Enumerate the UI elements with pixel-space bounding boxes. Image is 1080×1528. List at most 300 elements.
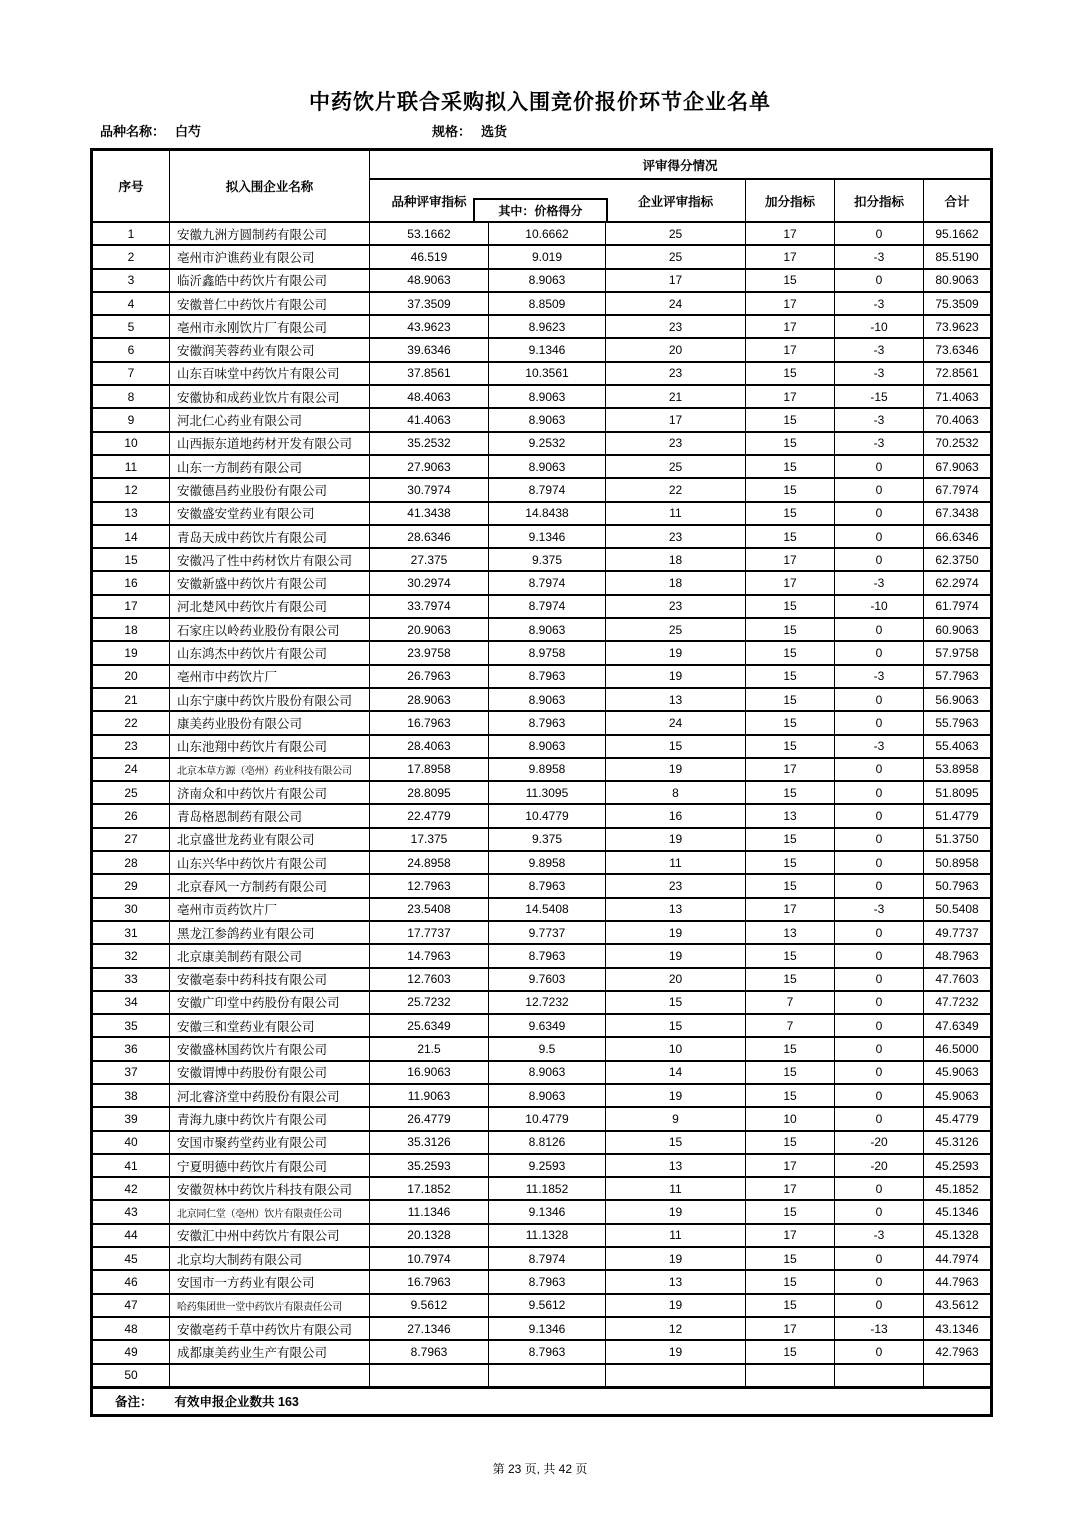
table-row: [92, 688, 992, 711]
cell-price-score: 11.1852: [489, 1177, 606, 1200]
cell-variety-score: 41.3438: [370, 502, 489, 525]
cell-seq: 45: [92, 1247, 170, 1270]
cell-bonus: 15: [746, 1061, 835, 1084]
cell-bonus: 17: [746, 548, 835, 571]
cell-total: 51.3750: [924, 828, 992, 851]
cell-total: 75.3509: [924, 292, 992, 315]
cell-total: 50.7963: [924, 874, 992, 897]
header-total: 合计: [924, 179, 992, 222]
cell-deduction: [835, 1364, 924, 1388]
cell-deduction: 0: [835, 1340, 924, 1363]
cell-company: 北京盛世龙药业有限公司: [170, 828, 370, 851]
cell-bonus: 15: [746, 665, 835, 688]
cell-total: 67.3438: [924, 502, 992, 525]
cell-bonus: 15: [746, 455, 835, 478]
cell-deduction: 0: [835, 618, 924, 641]
cell-bonus: 15: [746, 1340, 835, 1363]
table-row: [92, 362, 992, 385]
cell-deduction: 0: [835, 525, 924, 548]
cell-company: 安徽贺林中药饮片科技有限公司: [170, 1177, 370, 1200]
cell-variety-score: 48.9063: [370, 269, 489, 292]
cell-enterprise-score: 22: [606, 478, 746, 501]
cell-company: 山东池翔中药饮片有限公司: [170, 735, 370, 758]
cell-price-score: 8.7963: [489, 711, 606, 734]
cell-seq: 50: [92, 1364, 170, 1388]
cell-variety-score: 28.4063: [370, 735, 489, 758]
cell-total: 70.2532: [924, 432, 992, 455]
cell-total: 44.7963: [924, 1270, 992, 1293]
cell-seq: 28: [92, 851, 170, 874]
header-score-group: 评审得分情况: [370, 150, 992, 180]
cell-seq: 19: [92, 641, 170, 664]
cell-enterprise-score: 19: [606, 944, 746, 967]
cell-enterprise-score: 15: [606, 991, 746, 1014]
cell-price-score: 8.9063: [489, 618, 606, 641]
cell-enterprise-score: 19: [606, 1340, 746, 1363]
cell-total: 50.5408: [924, 898, 992, 921]
cell-company: 河北楚风中药饮片有限公司: [170, 595, 370, 618]
table-row: [92, 571, 992, 594]
table-row: [92, 525, 992, 548]
cell-deduction: 0: [835, 804, 924, 827]
cell-bonus: 15: [746, 1247, 835, 1270]
cell-seq: 39: [92, 1107, 170, 1130]
cell-price-score: 11.1328: [489, 1224, 606, 1247]
cell-company: 济南众和中药饮片有限公司: [170, 781, 370, 804]
cell-variety-score: 27.9063: [370, 455, 489, 478]
cell-variety-score: 16.7963: [370, 1270, 489, 1293]
cell-price-score: 8.9063: [489, 735, 606, 758]
cell-price-score: 8.7963: [489, 1340, 606, 1363]
table-row: [92, 1364, 992, 1388]
cell-total: 43.5612: [924, 1294, 992, 1317]
cell-bonus: 17: [746, 1317, 835, 1340]
cell-deduction: 0: [835, 641, 924, 664]
cell-enterprise-score: 11: [606, 1177, 746, 1200]
cell-company: 河北仁心药业有限公司: [170, 408, 370, 431]
cell-deduction: 0: [835, 781, 924, 804]
cell-company: 安徽德昌药业股份有限公司: [170, 478, 370, 501]
cell-variety-score: 17.8958: [370, 758, 489, 781]
header-row-1: [92, 150, 992, 180]
cell-company: 山东宁康中药饮片股份有限公司: [170, 688, 370, 711]
cell-company: 亳州市永刚饮片厂有限公司: [170, 315, 370, 338]
cell-bonus: 15: [746, 874, 835, 897]
cell-total: 45.1346: [924, 1200, 992, 1223]
cell-variety-score: 41.4063: [370, 408, 489, 431]
cell-enterprise-score: 13: [606, 1154, 746, 1177]
cell-seq: 13: [92, 502, 170, 525]
table-row: [92, 478, 992, 501]
table-row: [92, 828, 992, 851]
cell-deduction: -3: [835, 292, 924, 315]
cell-enterprise-score: 11: [606, 1224, 746, 1247]
cell-bonus: 17: [746, 1224, 835, 1247]
cell-bonus: 15: [746, 828, 835, 851]
cell-price-score: 9.375: [489, 828, 606, 851]
cell-bonus: 15: [746, 618, 835, 641]
cell-seq: 17: [92, 595, 170, 618]
cell-total: 51.4779: [924, 804, 992, 827]
cell-bonus: 15: [746, 478, 835, 501]
cell-bonus: 15: [746, 735, 835, 758]
cell-company: 北京春风一方制药有限公司: [170, 874, 370, 897]
cell-total: 57.7963: [924, 665, 992, 688]
cell-enterprise-score: 23: [606, 525, 746, 548]
cell-variety-score: 17.1852: [370, 1177, 489, 1200]
cell-price-score: 10.6662: [489, 222, 606, 245]
cell-enterprise-score: 20: [606, 968, 746, 991]
cell-total: 43.1346: [924, 1317, 992, 1340]
remark-label: 备注：: [115, 1395, 153, 1410]
table-row: [92, 944, 992, 967]
table-row: [92, 1224, 992, 1247]
cell-total: 57.9758: [924, 641, 992, 664]
cell-variety-score: 23.5408: [370, 898, 489, 921]
cell-price-score: 10.4779: [489, 1107, 606, 1130]
cell-seq: 18: [92, 618, 170, 641]
table-row: [92, 1340, 992, 1363]
table-row: [92, 921, 992, 944]
cell-price-score: 8.9623: [489, 315, 606, 338]
cell-deduction: -3: [835, 408, 924, 431]
cell-company: 山西振东道地药材开发有限公司: [170, 432, 370, 455]
remark-value: 有效申报企业数共 163: [174, 1395, 299, 1410]
cell-company: 北京均大制药有限公司: [170, 1247, 370, 1270]
cell-seq: 33: [92, 968, 170, 991]
cell-bonus: 17: [746, 1154, 835, 1177]
cell-deduction: 0: [835, 269, 924, 292]
cell-price-score: 8.9063: [489, 408, 606, 431]
header-variety-score: 品种评审指标: [391, 194, 467, 209]
cell-total: 67.9063: [924, 455, 992, 478]
cell-enterprise-score: 25: [606, 455, 746, 478]
page-title: 中药饮片联合采购拟入围竞价报价环节企业名单: [309, 90, 771, 114]
cell-bonus: 15: [746, 851, 835, 874]
cell-variety-score: 27.375: [370, 548, 489, 571]
cell-enterprise-score: 15: [606, 1014, 746, 1037]
cell-variety-score: 21.5: [370, 1037, 489, 1060]
table-row: [92, 1247, 992, 1270]
cell-company: 安徽协和成药业饮片有限公司: [170, 385, 370, 408]
cell-enterprise-score: 23: [606, 362, 746, 385]
cell-company: 安徽普仁中药饮片有限公司: [170, 292, 370, 315]
cell-company: 黑龙江参鸽药业有限公司: [170, 921, 370, 944]
cell-price-score: 8.9063: [489, 1084, 606, 1107]
cell-deduction: -3: [835, 1224, 924, 1247]
cell-total: 55.4063: [924, 735, 992, 758]
cell-total: 46.5000: [924, 1037, 992, 1060]
cell-company: 安徽三和堂药业有限公司: [170, 1014, 370, 1037]
cell-bonus: 17: [746, 1177, 835, 1200]
cell-seq: 35: [92, 1014, 170, 1037]
cell-total: 95.1662: [924, 222, 992, 245]
cell-seq: 26: [92, 804, 170, 827]
table-row: [92, 735, 992, 758]
cell-variety-score: 53.1662: [370, 222, 489, 245]
cell-seq: 6: [92, 338, 170, 361]
cell-variety-score: 14.7963: [370, 944, 489, 967]
cell-enterprise-score: 19: [606, 1247, 746, 1270]
cell-variety-score: 20.9063: [370, 618, 489, 641]
cell-company: 安徽新盛中药饮片有限公司: [170, 571, 370, 594]
cell-seq: 10: [92, 432, 170, 455]
header-deduction: 扣分指标: [835, 179, 924, 222]
cell-seq: 32: [92, 944, 170, 967]
table-row: [92, 408, 992, 431]
cell-enterprise-score: 19: [606, 758, 746, 781]
spec-label: 规格：: [432, 124, 472, 139]
cell-deduction: -3: [835, 665, 924, 688]
table-row: [92, 222, 992, 245]
cell-deduction: 0: [835, 222, 924, 245]
cell-variety-score: 24.8958: [370, 851, 489, 874]
cell-price-score: 10.3561: [489, 362, 606, 385]
cell-price-score: 8.9063: [489, 269, 606, 292]
cell-company: 安徽冯了性中药材饮片有限公司: [170, 548, 370, 571]
cell-variety-score: 43.9623: [370, 315, 489, 338]
cell-variety-score: 26.7963: [370, 665, 489, 688]
cell-deduction: -10: [835, 595, 924, 618]
table-row: [92, 269, 992, 292]
cell-seq: 12: [92, 478, 170, 501]
cell-price-score: 9.2532: [489, 432, 606, 455]
cell-company: 安徽亳泰中药科技有限公司: [170, 968, 370, 991]
cell-price-score: 8.7974: [489, 1247, 606, 1270]
cell-total: 50.8958: [924, 851, 992, 874]
table-row: [92, 1154, 992, 1177]
cell-total: 51.8095: [924, 781, 992, 804]
table-row: [92, 1014, 992, 1037]
cell-company: 北京同仁堂（亳州）饮片有限责任公司: [170, 1200, 370, 1223]
cell-deduction: -3: [835, 432, 924, 455]
cell-seq: 2: [92, 245, 170, 268]
cell-deduction: 0: [835, 1037, 924, 1060]
table-row: [92, 1084, 992, 1107]
cell-variety-score: 12.7963: [370, 874, 489, 897]
spec-value: 选货: [481, 124, 508, 139]
table-row: [92, 1061, 992, 1084]
cell-bonus: 15: [746, 1084, 835, 1107]
cell-enterprise-score: 18: [606, 571, 746, 594]
cell-total: 71.4063: [924, 385, 992, 408]
table-row: [92, 898, 992, 921]
cell-company: 成都康美药业生产有限公司: [170, 1340, 370, 1363]
cell-variety-score: 17.375: [370, 828, 489, 851]
cell-total: 73.6346: [924, 338, 992, 361]
cell-bonus: 17: [746, 245, 835, 268]
cell-enterprise-score: 19: [606, 665, 746, 688]
table-row: [92, 1037, 992, 1060]
cell-company: 青岛天成中药饮片有限公司: [170, 525, 370, 548]
table-row: [92, 968, 992, 991]
cell-deduction: -15: [835, 385, 924, 408]
cell-enterprise-score: 19: [606, 1200, 746, 1223]
cell-bonus: 15: [746, 1037, 835, 1060]
cell-enterprise-score: 17: [606, 269, 746, 292]
cell-price-score: 9.5: [489, 1037, 606, 1060]
cell-total: 62.3750: [924, 548, 992, 571]
cell-variety-score: 35.2532: [370, 432, 489, 455]
cell-company: 青岛格恩制药有限公司: [170, 804, 370, 827]
cell-total: 72.8561: [924, 362, 992, 385]
cell-seq: 41: [92, 1154, 170, 1177]
cell-total: 45.2593: [924, 1154, 992, 1177]
cell-total: 53.8958: [924, 758, 992, 781]
cell-company: 安徽亳药千草中药饮片有限公司: [170, 1317, 370, 1340]
cell-company: 康美药业股份有限公司: [170, 711, 370, 734]
table-row: [92, 245, 992, 268]
cell-bonus: 15: [746, 362, 835, 385]
cell-price-score: 8.8509: [489, 292, 606, 315]
cell-total: 45.4779: [924, 1107, 992, 1130]
cell-price-score: 9.1346: [489, 525, 606, 548]
cell-total: 48.7963: [924, 944, 992, 967]
cell-bonus: 15: [746, 525, 835, 548]
cell-bonus: 15: [746, 502, 835, 525]
cell-deduction: -3: [835, 571, 924, 594]
cell-deduction: 0: [835, 968, 924, 991]
cell-price-score: 8.7963: [489, 1270, 606, 1293]
page-number: 第 23 页, 共 42 页: [492, 1462, 588, 1476]
cell-price-score: 12.7232: [489, 991, 606, 1014]
cell-bonus: 15: [746, 781, 835, 804]
cell-variety-score: 28.9063: [370, 688, 489, 711]
cell-total: [924, 1364, 992, 1388]
cell-seq: 40: [92, 1131, 170, 1154]
cell-bonus: 15: [746, 595, 835, 618]
cell-total: 70.4063: [924, 408, 992, 431]
cell-variety-score: 35.3126: [370, 1131, 489, 1154]
cell-total: 45.1328: [924, 1224, 992, 1247]
cell-total: 42.7963: [924, 1340, 992, 1363]
cell-company: 山东一方制药有限公司: [170, 455, 370, 478]
cell-price-score: 8.7974: [489, 571, 606, 594]
cell-total: 62.2974: [924, 571, 992, 594]
cell-variety-score: 11.9063: [370, 1084, 489, 1107]
cell-variety-score: 16.9063: [370, 1061, 489, 1084]
cell-bonus: 15: [746, 688, 835, 711]
header-bonus: 加分指标: [746, 179, 835, 222]
meta-line: [100, 121, 990, 140]
cell-bonus: 17: [746, 315, 835, 338]
cell-enterprise-score: 25: [606, 618, 746, 641]
cell-variety-score: 10.7974: [370, 1247, 489, 1270]
cell-company: 青海九康中药饮片有限公司: [170, 1107, 370, 1130]
cell-company: 北京本草方源（亳州）药业科技有限公司: [170, 758, 370, 781]
cell-variety-score: 37.3509: [370, 292, 489, 315]
header-enterprise-score: 企业评审指标: [638, 194, 714, 209]
table-row: [92, 455, 992, 478]
cell-company: 山东百味堂中药饮片有限公司: [170, 362, 370, 385]
cell-enterprise-score: 23: [606, 874, 746, 897]
cell-deduction: 0: [835, 828, 924, 851]
cell-enterprise-score: 21: [606, 385, 746, 408]
cell-variety-score: [370, 1364, 489, 1388]
cell-deduction: 0: [835, 1247, 924, 1270]
cell-price-score: 9.1346: [489, 1317, 606, 1340]
cell-price-score: 14.8438: [489, 502, 606, 525]
cell-total: 66.6346: [924, 525, 992, 548]
table-row: [92, 338, 992, 361]
cell-variety-score: 28.6346: [370, 525, 489, 548]
table-body: [92, 222, 992, 1387]
cell-seq: 20: [92, 665, 170, 688]
cell-seq: 47: [92, 1294, 170, 1317]
cell-variety-score: 30.7974: [370, 478, 489, 501]
score-table-container: [90, 148, 990, 1417]
table-row: [92, 1294, 992, 1317]
table-row: [92, 618, 992, 641]
cell-enterprise-score: 15: [606, 1131, 746, 1154]
cell-deduction: 0: [835, 991, 924, 1014]
remark-cell: [92, 1387, 992, 1415]
cell-seq: 27: [92, 828, 170, 851]
cell-total: 47.7232: [924, 991, 992, 1014]
cell-deduction: 0: [835, 1270, 924, 1293]
cell-deduction: -20: [835, 1131, 924, 1154]
cell-deduction: 0: [835, 1061, 924, 1084]
cell-bonus: 15: [746, 1294, 835, 1317]
cell-bonus: 17: [746, 338, 835, 361]
cell-seq: 42: [92, 1177, 170, 1200]
cell-enterprise-score: 19: [606, 1084, 746, 1107]
cell-seq: 22: [92, 711, 170, 734]
cell-price-score: 8.7974: [489, 478, 606, 501]
table-row: [92, 1270, 992, 1293]
cell-bonus: 15: [746, 944, 835, 967]
cell-company: 石家庄以岭药业股份有限公司: [170, 618, 370, 641]
cell-price-score: 8.9063: [489, 1061, 606, 1084]
cell-enterprise-score: 25: [606, 245, 746, 268]
cell-bonus: 15: [746, 1200, 835, 1223]
cell-price-score: 10.4779: [489, 804, 606, 827]
cell-price-score: 8.7974: [489, 595, 606, 618]
cell-bonus: 17: [746, 758, 835, 781]
cell-seq: 49: [92, 1340, 170, 1363]
cell-total: 44.7974: [924, 1247, 992, 1270]
cell-variety-score: 30.2974: [370, 571, 489, 594]
cell-price-score: 9.7737: [489, 921, 606, 944]
cell-seq: 37: [92, 1061, 170, 1084]
cell-variety-score: 33.7974: [370, 595, 489, 618]
cell-variety-score: 27.1346: [370, 1317, 489, 1340]
cell-variety-score: 22.4779: [370, 804, 489, 827]
cell-seq: 3: [92, 269, 170, 292]
cell-variety-score: 46.519: [370, 245, 489, 268]
cell-company: 亳州市中药饮片厂: [170, 665, 370, 688]
cell-bonus: 17: [746, 898, 835, 921]
table-row: [92, 1317, 992, 1340]
cell-price-score: 9.019: [489, 245, 606, 268]
cell-deduction: -3: [835, 898, 924, 921]
cell-bonus: 15: [746, 432, 835, 455]
cell-seq: 43: [92, 1200, 170, 1223]
cell-price-score: 9.1346: [489, 1200, 606, 1223]
header-price-score: 其中：价格得分: [473, 198, 608, 221]
cell-company: 临沂鑫皓中药饮片有限公司: [170, 269, 370, 292]
cell-company: [170, 1364, 370, 1388]
cell-company: 安国市一方药业有限公司: [170, 1270, 370, 1293]
cell-variety-score: 48.4063: [370, 385, 489, 408]
table-row: [92, 804, 992, 827]
cell-deduction: 0: [835, 711, 924, 734]
cell-bonus: 7: [746, 991, 835, 1014]
table-row: [92, 991, 992, 1014]
table-row: [92, 851, 992, 874]
cell-bonus: 7: [746, 1014, 835, 1037]
cell-bonus: 17: [746, 571, 835, 594]
